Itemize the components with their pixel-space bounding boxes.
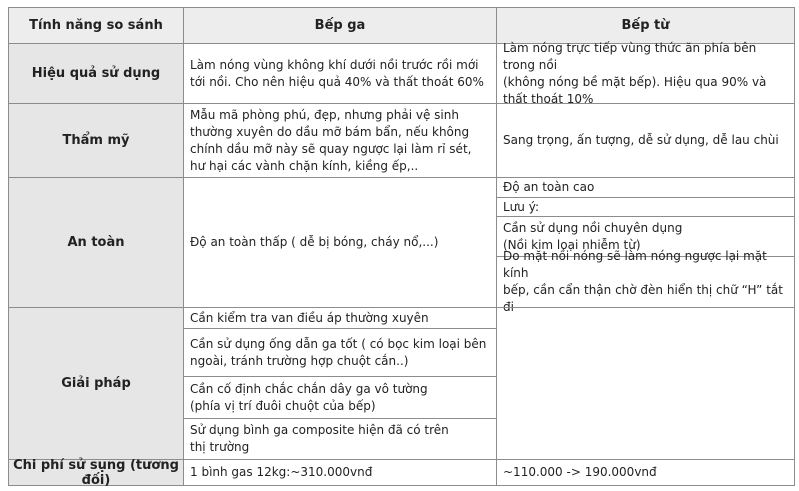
text-line: 1 bình gas 12kg:~310.000vnđ <box>190 465 373 479</box>
safety-note-hot <box>497 249 794 314</box>
efficiency-gas <box>183 43 497 104</box>
text-line: (không nóng bề mặt bếp). Hiệu qua 90% và <box>503 74 767 89</box>
comparison-table <box>8 7 795 486</box>
cost-induction <box>496 459 795 486</box>
header-gas-stove: Bếp ga <box>183 7 497 44</box>
text-line: bếp, cần cẩn thận chờ đèn hiển thị chữ “H” tắt đi <box>503 283 783 314</box>
row-label-solution: Giải pháp <box>8 307 184 460</box>
row-label-aesthetics: Thẩm mỹ <box>8 103 184 178</box>
header-feature: Tính năng so sánh <box>8 7 184 44</box>
text-line: hư hại các vành chặn kính, kiềng ếp,.. <box>190 158 419 173</box>
text-line: Cần sử dụng nồi chuyên dụng <box>503 220 683 235</box>
row-label-cost: Chi phí sử sụng (tương đối) <box>8 459 184 486</box>
text-line: Sử dụng bình ga composite hiện đã có trên <box>190 423 449 437</box>
aesthetics-induction <box>496 103 795 178</box>
solution-valve <box>184 308 496 328</box>
text-line: Cần kiểm tra van điều áp thường xuyên <box>190 310 429 325</box>
efficiency-induction <box>496 40 795 106</box>
safety-level <box>497 178 794 197</box>
text-line: (phía vị trí đuôi chuột của bếp) <box>190 398 376 413</box>
safety-gas <box>183 177 497 308</box>
safety-note-label <box>497 197 794 216</box>
solution-gas <box>183 307 497 460</box>
text-line: Độ an toàn thấp ( dễ bị bóng, cháy nổ,...) <box>190 235 439 249</box>
text-line: Độ an toàn cao <box>503 180 595 194</box>
text-line: Cần cố định chắc chắn dây ga vô tường <box>190 381 428 396</box>
row-label-efficiency: Hiệu quả sử dụng <box>8 43 184 104</box>
text-line: thường xuyên do dầu mỡ bám bẩn, nếu không <box>190 124 470 139</box>
text-line: Lưu ý: <box>503 199 539 214</box>
text-line: (Nồi kim loại nhiễm từ) <box>503 237 641 252</box>
header-induction-stove: Bếp từ <box>496 7 795 44</box>
text-line: Cần sử dụng ống dẫn ga tốt ( có bọc kim loại bên <box>190 336 487 351</box>
solution-induction <box>496 307 795 460</box>
solution-pipe <box>184 328 496 376</box>
text-line: Làm nóng trực tiếp vùng thức ăn phía bên trong nồi <box>503 40 757 72</box>
text-line: Do mặt nồi nóng sẽ làm nóng ngược lại mặt kính <box>503 249 767 280</box>
solution-cylinder <box>184 418 496 459</box>
row-label-safety: An toàn <box>8 177 184 308</box>
text-line: thất thoát 10% <box>503 91 594 106</box>
text-line: Mẫu mã phòng phú, đẹp, nhưng phải vệ sinh <box>190 107 459 122</box>
text-line: ngoài, tránh trường hợp chuột cắn..) <box>190 353 409 368</box>
safety-induction <box>496 177 795 314</box>
text-line: chính dầu mỡ này sẽ quay ngược lại làm rỉ sét, <box>190 141 472 156</box>
text-line: thị trường <box>190 440 250 454</box>
text-line: tới nồi. Cho nên hiệu quả 40% và thất thoát 60% <box>190 74 484 89</box>
aesthetics-gas <box>183 103 497 178</box>
text-line: ~110.000 -> 190.000vnđ <box>503 465 657 479</box>
solution-hose <box>184 376 496 418</box>
text-line: Sang trọng, ấn tượng, dễ sử dụng, dễ lau chùi <box>503 133 779 147</box>
text-line: Làm nóng vùng không khí dưới nồi trước rồi mới <box>190 57 479 72</box>
cost-gas <box>183 459 497 486</box>
